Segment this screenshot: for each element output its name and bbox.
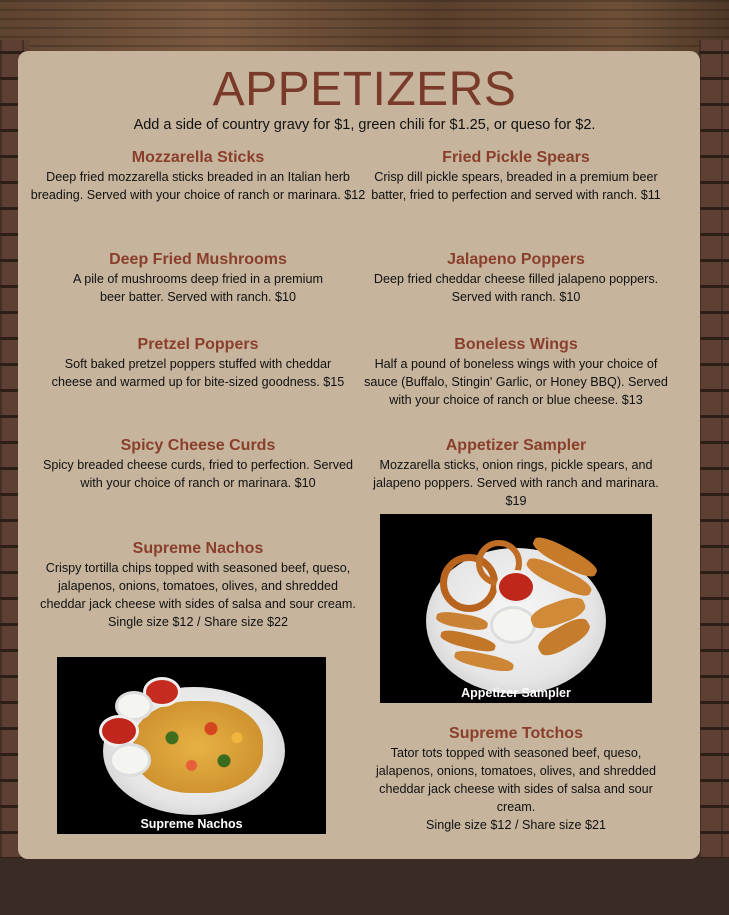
item-name: Boneless Wings (454, 336, 578, 353)
appetizer-sampler-photo (380, 514, 652, 703)
nachos-image (133, 701, 263, 793)
menu-item-appetizer-sampler (358, 436, 674, 510)
page-subtitle: Add a side of country gravy for $1, green chili for $1.25, or queso for $2. (133, 117, 596, 133)
menu-item-deep-fried-mushrooms (30, 250, 366, 306)
menu-item-pretzel-poppers (30, 335, 366, 391)
marinara-cup-image (496, 570, 536, 604)
menu-item-jalapeno-poppers (358, 250, 674, 306)
item-name: Spicy Cheese Curds (120, 437, 276, 454)
item-size-price: Single size $12 / Share size $21 (426, 818, 606, 832)
photo-caption: Appetizer Sampler (461, 686, 571, 700)
item-name: Deep Fried Mushrooms (109, 251, 287, 268)
menu-item-mozzarella-sticks (30, 148, 366, 204)
item-description: Deep fried cheddar cheese filled jalapeno poppers. Served with ranch. $10 (373, 272, 659, 304)
floor-background (0, 858, 729, 915)
item-name: Fried Pickle Spears (442, 149, 590, 166)
menu-item-fried-pickle-spears (358, 148, 674, 204)
item-name: Appetizer Sampler (445, 437, 587, 454)
item-name: Supreme Totchos (449, 725, 583, 742)
photo-caption: Supreme Nachos (140, 817, 243, 831)
item-description: A pile of mushrooms deep fried in a premium beer batter. Served with ranch. $10 (73, 272, 323, 304)
item-description: Deep fried mozzarella sticks breaded in an Italian herb breading. Served with your choice of ranch or marinara. $12 (30, 170, 366, 202)
item-name: Pretzel Poppers (137, 336, 259, 353)
menu-item-supreme-totchos (358, 724, 674, 834)
menu-item-boneless-wings (358, 335, 674, 409)
item-name: Jalapeno Poppers (447, 251, 585, 268)
sour-cream-cup-image (109, 743, 151, 777)
ranch-cup-image (490, 606, 536, 644)
item-description: Tator tots topped with seasoned beef, queso, jalapenos, onions, tomatoes, olives, and shredded cheddar jack cheese with sides of salsa and sour cream. (375, 746, 657, 814)
menu-item-supreme-nachos (30, 539, 366, 631)
item-name: Supreme Nachos (132, 540, 264, 557)
item-size-price: Single size $12 / Share size $22 (108, 615, 288, 629)
item-description: Soft baked pretzel poppers stuffed with cheddar cheese and warmed up for bite-sized goodness. $15 (51, 357, 345, 389)
menu-item-spicy-cheese-curds (30, 436, 366, 492)
item-name: Mozzarella Sticks (131, 149, 265, 166)
item-description: Crispy tortilla chips topped with seasoned beef, queso, jalapenos, onions, tomatoes, olives, and shredded cheddar jack cheese with sides of salsa and sour cream. (40, 561, 356, 611)
brick-wall-right (699, 40, 729, 860)
item-description: Half a pound of boneless wings with your choice of sauce (Buffalo, Stingin' Garlic, or Honey BBQ). Served with your choice of ranch or blue cheese. $13 (364, 357, 668, 407)
supreme-nachos-photo (57, 657, 326, 834)
page-title: APPETIZERS (212, 63, 517, 116)
item-description: Crisp dill pickle spears, breaded in a premium beer batter, fried to perfection and served with ranch. $11 (371, 170, 661, 202)
item-description: Spicy breaded cheese curds, fried to perfection. Served with your choice of ranch or marinara. $10 (42, 458, 354, 490)
item-description: Mozzarella sticks, onion rings, pickle spears, and jalapeno poppers. Served with ranch and marinara. $19 (373, 458, 659, 508)
